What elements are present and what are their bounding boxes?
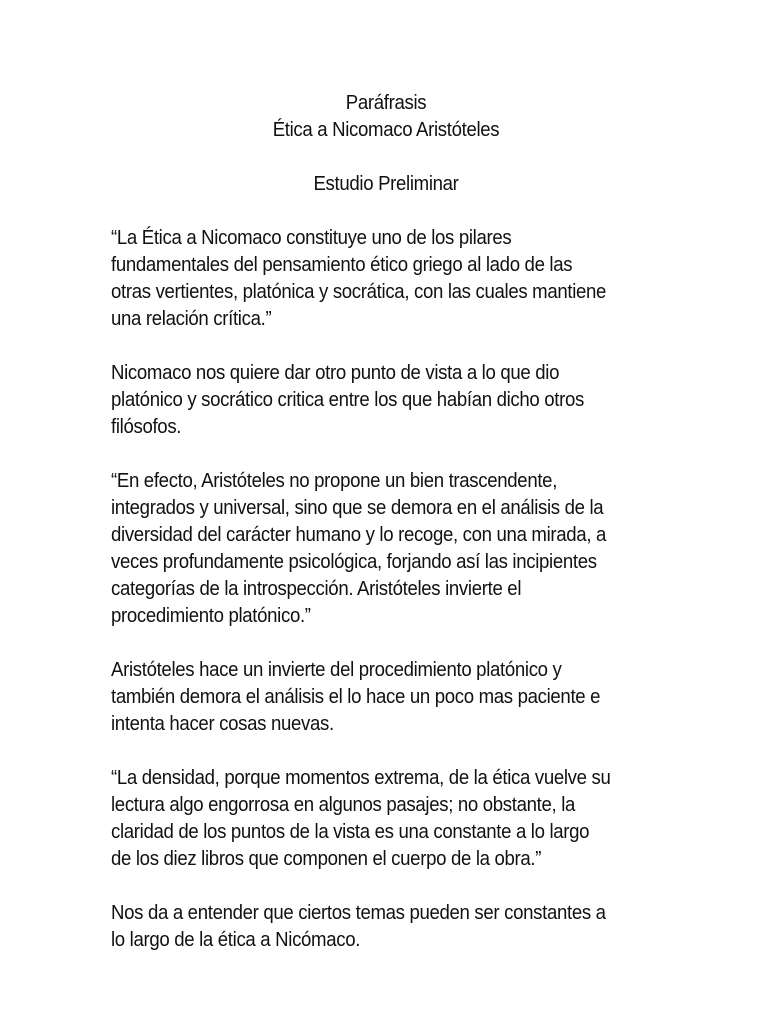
spacer	[111, 738, 661, 765]
text-line: veces profundamente psicológica, forjando así las incipientes	[111, 551, 597, 573]
text-line: categorías de la introspección. Aristóteles invierte el	[111, 578, 522, 600]
spacer	[111, 144, 661, 171]
text-line: claridad de los puntos de la vista es una constante a lo largo	[111, 821, 590, 843]
text-line: una relación crítica.”	[111, 308, 272, 330]
text-line: integrados y universal, sino que se demora en el análisis de la	[111, 497, 604, 519]
paragraph-quote-3	[111, 765, 661, 873]
text-line: “La Ética a Nicomaco constituye uno de los pilares	[111, 227, 512, 249]
text-line: intenta hacer cosas nuevas.	[111, 713, 334, 735]
text-line: Nicomaco nos quiere dar otro punto de vista a lo que dio	[111, 362, 560, 384]
spacer	[111, 441, 661, 468]
text-line: otras vertientes, platónica y socrática, con las cuales mantiene	[111, 281, 607, 303]
text-line: procedimiento platónico.”	[111, 605, 311, 627]
spacer	[111, 873, 661, 900]
text-line: filósofos.	[111, 416, 182, 438]
paragraph-quote-2	[111, 468, 661, 630]
paragraph-comment-2	[111, 657, 661, 738]
document-subtitle: Ética a Nicomaco Aristóteles	[272, 119, 500, 141]
paragraph-quote-1	[111, 225, 661, 333]
text-line: lectura algo engorrosa en algunos pasajes; no obstante, la	[111, 794, 576, 816]
section-heading: Estudio Preliminar	[313, 173, 459, 195]
text-line: “La densidad, porque momentos extrema, de la ética vuelve su	[111, 767, 611, 789]
text-line: lo largo de la ética a Nicómaco.	[111, 929, 361, 951]
spacer	[111, 198, 661, 225]
text-line: Nos da a entender que ciertos temas pueden ser constantes a	[111, 902, 606, 924]
text-line: fundamentales del pensamiento ético griego al lado de las	[111, 254, 573, 276]
document-page	[111, 90, 661, 954]
text-line: Aristóteles hace un invierte del procedimiento platónico y	[111, 659, 562, 681]
text-line: platónico y socrático critica entre los que habían dicho otros	[111, 389, 584, 411]
paragraph-comment-3	[111, 900, 661, 954]
text-line: diversidad del carácter humano y lo recoge, con una mirada, a	[111, 524, 607, 546]
text-line: también demora el análisis el lo hace un poco mas paciente e	[111, 686, 601, 708]
document-title: Paráfrasis	[345, 92, 427, 114]
spacer	[111, 630, 661, 657]
paragraph-comment-1	[111, 360, 661, 441]
text-line: de los diez libros que componen el cuerpo de la obra.”	[111, 848, 542, 870]
spacer	[111, 333, 661, 360]
text-line: “En efecto, Aristóteles no propone un bien trascendente,	[111, 470, 558, 492]
